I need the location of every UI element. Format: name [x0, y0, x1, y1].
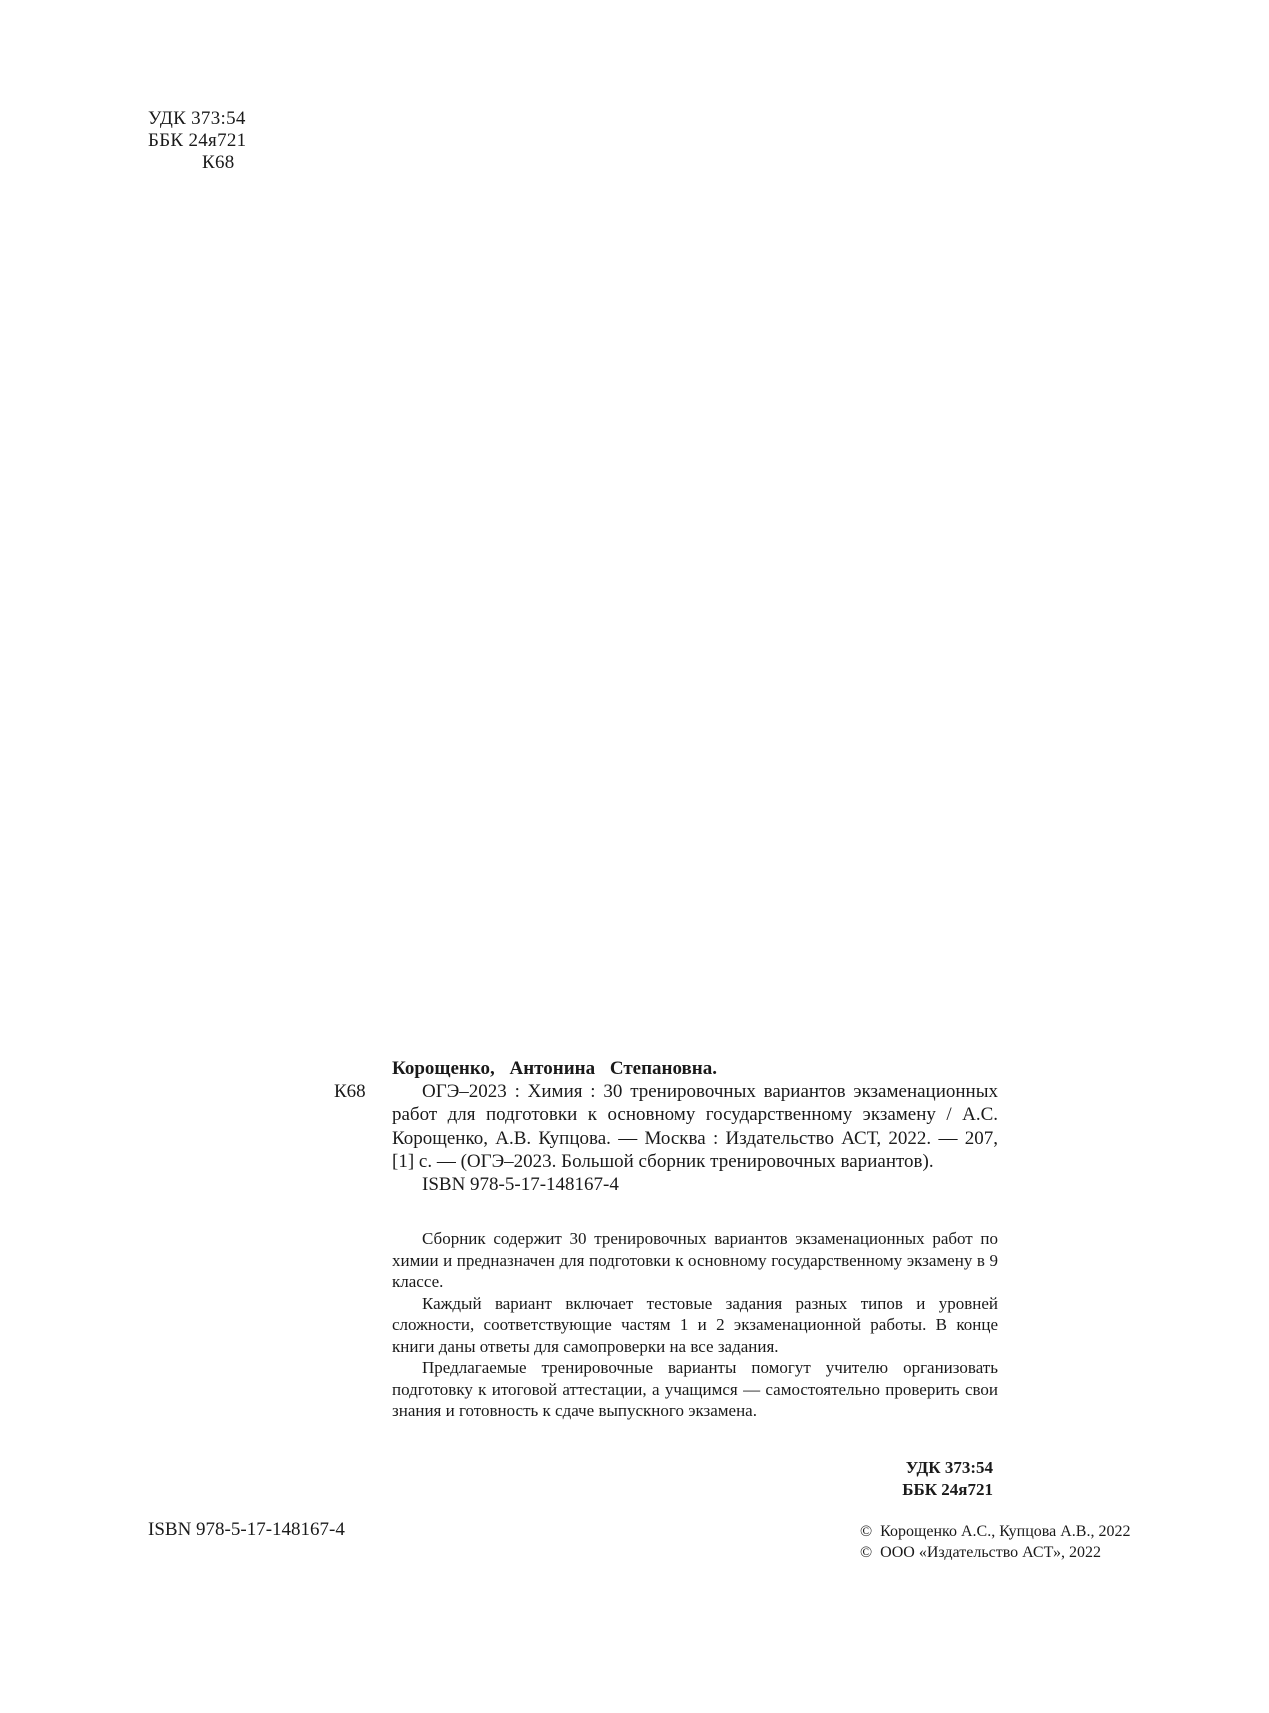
- catalog-annotation: [392, 1228, 998, 1422]
- top-classification-codes: [148, 108, 246, 174]
- copyright-icon: ©: [860, 1544, 873, 1561]
- footer-isbn: ISBN 978-5-17-148167-4: [148, 1519, 345, 1540]
- catalog-bibliographic-description: [392, 1080, 998, 1196]
- catalog-cutter-code: К68: [334, 1081, 366, 1102]
- catalog-bbk-code: ББК 24я721: [902, 1480, 993, 1499]
- annotation-paragraph: Сборник содержит 30 тренировочных вариантов экзаменационных работ по химии и предназначен для подготовки к основному государственному экзамену в 9 классе.: [392, 1229, 998, 1291]
- copyright-line: [860, 1521, 1130, 1542]
- copyright-icon: ©: [860, 1523, 873, 1540]
- udk-code: УДК 373:54: [148, 108, 246, 129]
- catalog-author: Корощенко, Антонина Степановна.: [392, 1058, 717, 1079]
- annotation-paragraph: Каждый вариант включает тестовые задания разных типов и уровней сложности, соответствующие частям 1 и 2 экзаменационной работы. В конце книги даны ответы для самопроверки на все задания.: [392, 1293, 998, 1356]
- bbk-code: ББК 24я721: [148, 130, 247, 151]
- annotation-paragraph: Предлагаемые тренировочные варианты помогут учителю организовать подготовку к итоговой аттестации, а учащимся — самостоятельно проверить свои знания и готовность к сдаче выпускного экзамена.: [392, 1358, 998, 1420]
- copyright-text: Корощенко А.С., Купцова А.В., 2022: [880, 1523, 1131, 1540]
- catalog-isbn: ISBN 978-5-17-148167-4: [422, 1174, 619, 1196]
- copyright-line: [860, 1542, 1130, 1563]
- copyright-notices: [860, 1521, 1130, 1563]
- copyright-text: ООО «Издательство АСТ», 2022: [880, 1544, 1101, 1561]
- cutter-code: К68: [202, 152, 235, 173]
- catalog-classification-codes: [760, 1457, 993, 1501]
- catalog-udk-code: УДК 373:54: [905, 1458, 993, 1477]
- bibliographic-text: ОГЭ–2023 : Химия : 30 тренировочных вариантов экзаменационных работ для подготовки к основному государственному экзамену / А.С. Корощенко, А.В. Купцова. — Москва : Издательство АСТ, 2022. — 207, [1] с. — (ОГЭ–2023. Большой сборник тренировочных вариантов).: [392, 1081, 998, 1172]
